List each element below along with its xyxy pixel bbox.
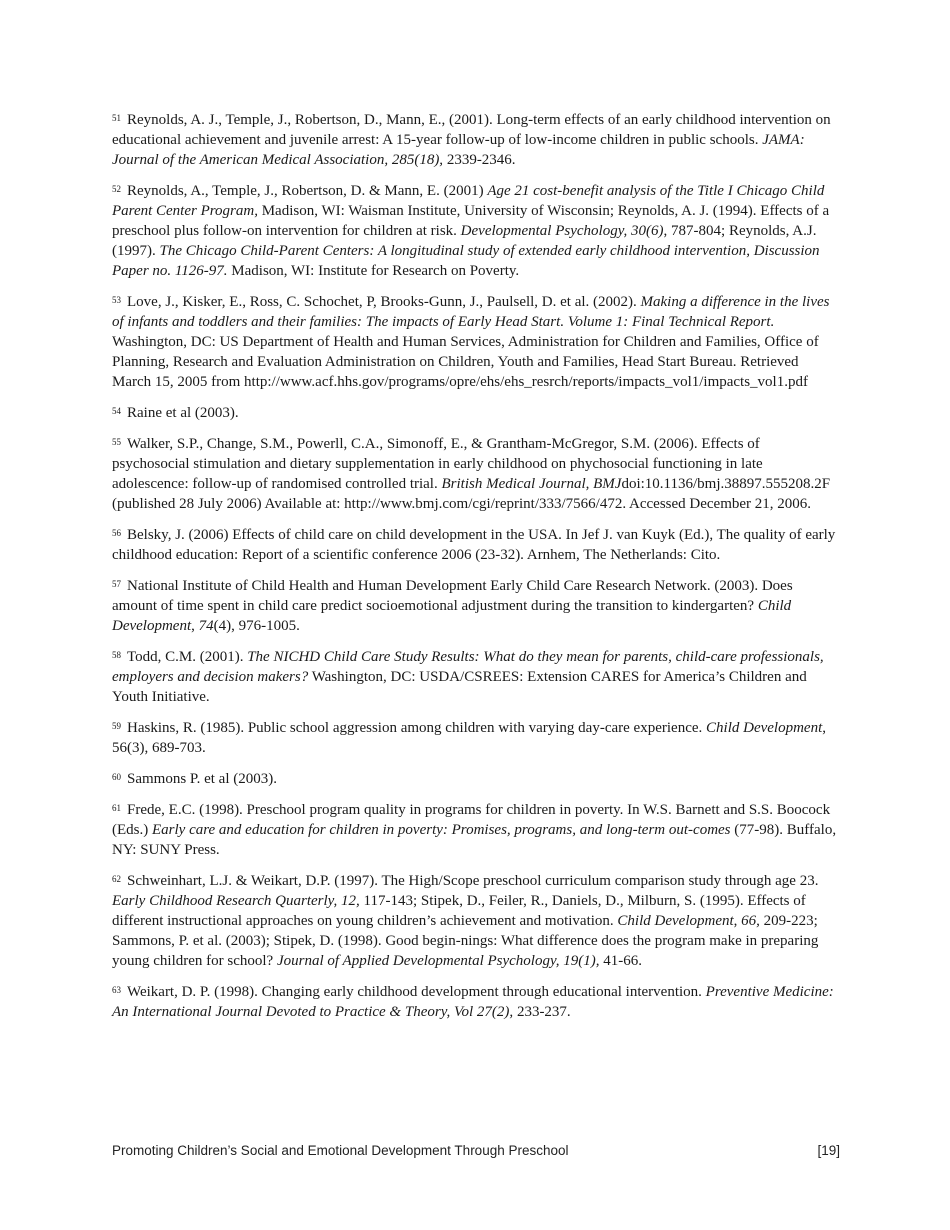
- footnote-text: ,: [191, 618, 199, 634]
- footnote-text: Washington, DC: USDA/CSREES: Extension CARES for America’s Children and Youth Initiative.: [112, 669, 807, 705]
- footnote-italic-text: The Chicago Child-Parent Centers: A longitudinal study of extended early childhood intervention, Discussion Paper no. 1126-97.: [112, 243, 820, 279]
- footnote-53: [112, 290, 840, 392]
- page-footer: [112, 1143, 840, 1158]
- footnote-text: (77-98). Buffalo, NY: SUNY Press.: [112, 822, 837, 858]
- footnote-text: Walker, S.P., Change, S.M., Powerll, C.A., Simonoff, E., & Grantham-McGregor, S.M. (2006). Effects of psychosocial stimulation and dietary supplementation in early childhood on phychosocial functioning in late adolescence: follow-up of randomised controlled trial.: [112, 436, 763, 492]
- footnote-51: [112, 108, 840, 170]
- footnote-number: 51: [112, 113, 121, 123]
- footnote-text: Frede, E.C. (1998). Preschool program quality in programs for children in poverty. In W.S. Barnett and S.S. Boocock (Eds.): [112, 802, 831, 838]
- footnote-text: Raine et al (2003).: [127, 405, 239, 421]
- footnote-italic-text: British Medical Journal, BMJ: [441, 476, 622, 492]
- footnote-62: [112, 869, 840, 971]
- footnote-number: 63: [112, 985, 121, 995]
- footnote-text: Madison, WI: Institute for Research on Poverty.: [227, 263, 520, 279]
- footnote-italic-text: JAMA: Journal of the American Medical Association, 285(18),: [112, 132, 805, 168]
- footnote-text: Haskins, R. (1985). Public school aggression among children with varying day-care experience.: [127, 720, 707, 736]
- footnote-text: Weikart, D. P. (1998). Changing early childhood development through educational intervention.: [127, 984, 706, 1000]
- page-number: [19]: [817, 1143, 840, 1158]
- footnote-number: 54: [112, 406, 121, 416]
- footnote-60: [112, 767, 840, 789]
- footnote-number: 53: [112, 295, 121, 305]
- footnote-italic-text: 66,: [741, 913, 760, 929]
- footnote-57: [112, 574, 840, 636]
- footnote-text: Belsky, J. (2006) Effects of child care on child development in the USA. In Jef J. van Kuyk (Ed.), The quality of early childhood education: Report of a scientific conference 2006 (23-32). Arnhem, The Netherlands: Cito.: [112, 527, 836, 563]
- footnote-text: National Institute of Child Health and Human Development Early Child Care Research Network. (2003). Does amount of time spent in child care predict socioemotional adjustment during the transition to kindergarten?: [112, 578, 793, 614]
- footnote-italic-text: Journal of Applied Developmental Psychology, 19(1),: [276, 953, 600, 969]
- footnote-italic-text: 74: [198, 618, 214, 634]
- footnote-text: Sammons P. et al (2003).: [127, 771, 277, 787]
- footnote-italic-text: Developmental Psychology, 30(6): [460, 223, 664, 239]
- footnote-55: [112, 432, 840, 514]
- footnote-text: Reynolds, A., Temple, J., Robertson, D. & Mann, E. (2001): [127, 183, 488, 199]
- footnote-number: 60: [112, 772, 121, 782]
- footnote-number: 52: [112, 184, 121, 194]
- footnote-italic-text: Preventive Medicine: An International Journal Devoted to Practice & Theory, Vol 27(2),: [112, 984, 834, 1020]
- footnote-text: 2339-2346.: [443, 152, 516, 168]
- footnote-text: Schweinhart, L.J. & Weikart, D.P. (1997). The High/Scope preschool curriculum comparison study through age 23.: [127, 873, 819, 889]
- footnote-italic-text: Child Development: [112, 598, 792, 634]
- footnote-52: [112, 179, 840, 281]
- footnote-italic-text: Child Development: [706, 720, 823, 736]
- footnote-text: , 56(3), 689-703.: [112, 720, 826, 756]
- footnote-number: 62: [112, 874, 121, 884]
- footnote-italic-text: Age 21 cost-benefit analysis of the Title I Chicago Child Parent Center Program,: [112, 183, 825, 219]
- footnote-number: 56: [112, 528, 121, 538]
- footnote-text: Love, J., Kisker, E., Ross, C. Schochet, P, Brooks-Gunn, J., Paulsell, D. et al. (2002).: [127, 294, 641, 310]
- footnote-59: [112, 716, 840, 758]
- footnote-number: 59: [112, 721, 121, 731]
- footnote-number: 61: [112, 803, 121, 813]
- footnote-61: [112, 798, 840, 860]
- footnote-56: [112, 523, 840, 565]
- footnote-text: Madison, WI: Waisman Institute, University of Wisconsin; Reynolds, A. J. (1994). Effects of a preschool plus follow-on intervention for children at risk.: [112, 203, 830, 239]
- footnote-text: Reynolds, A. J., Temple, J., Robertson, D., Mann, E., (2001). Long-term effects of an early childhood intervention on educational achievement and juvenile arrest: A 15-year follow-up of low-income children in public schools.: [112, 112, 831, 148]
- footnote-italic-text: Child Development: [617, 913, 734, 929]
- footnotes-list: [112, 108, 840, 1031]
- footnote-italic-text: Making a difference in the lives of infants and toddlers and their families: The impacts of Early Head Start. Volume 1: Final Technical Report.: [112, 294, 830, 330]
- footnote-text: (4), 976-1005.: [213, 618, 300, 634]
- footnote-text: 117-143; Stipek, D., Feiler, R., Daniels, D., Milburn, S. (1995). Effects of different instructional approaches on young children’s achievement and motivation.: [112, 893, 806, 929]
- footnote-text: Todd, C.M. (2001).: [127, 649, 248, 665]
- footnote-text: , 787-804; Reynolds, A.J. (1997).: [112, 223, 817, 259]
- footnote-63: [112, 980, 840, 1022]
- footnote-58: [112, 645, 840, 707]
- footnote-text: ,: [733, 913, 742, 929]
- footnote-italic-text: The NICHD Child Care Study Results: What do they mean for parents, child-care professionals, employers and decision makers?: [112, 649, 824, 685]
- footnote-number: 55: [112, 437, 121, 447]
- footnote-italic-text: Early Childhood Research Quarterly, 12,: [112, 893, 360, 909]
- footnote-text: 209-223; Sammons, P. et al. (2003); Stipek, D. (1998). Good begin-nings: What difference does the program make in preparing young children for school?: [112, 913, 819, 969]
- footnote-text: doi:10.1136/bmj.38897.555208.2F (published 28 July 2006) Available at: http://www.bmj.com/cgi/reprint/333/7566/472. Accessed December 21, 2006.: [112, 476, 831, 512]
- footnote-text: Washington, DC: US Department of Health and Human Services, Administration for Children and Families, Office of Planning, Research and Evaluation Administration on Children, Youth and Families, Head Start Bureau. Retrieved March 15, 2005 from http://www.acf.hhs.gov/programs/opre/ehs/ehs_resrch/reports/impacts_vol1/impacts_vol1.pdf: [112, 334, 819, 390]
- footnote-italic-text: Early care and education for children in poverty: Promises, programs, and long-term out-comes: [152, 822, 731, 838]
- footnote-text: 233-237.: [513, 1004, 571, 1020]
- footer-title: Promoting Children’s Social and Emotional Development Through Preschool: [112, 1143, 569, 1158]
- footnote-text: 41-66.: [599, 953, 643, 969]
- footnote-number: 57: [112, 579, 121, 589]
- footnote-number: 58: [112, 650, 121, 660]
- footnote-54: [112, 401, 840, 423]
